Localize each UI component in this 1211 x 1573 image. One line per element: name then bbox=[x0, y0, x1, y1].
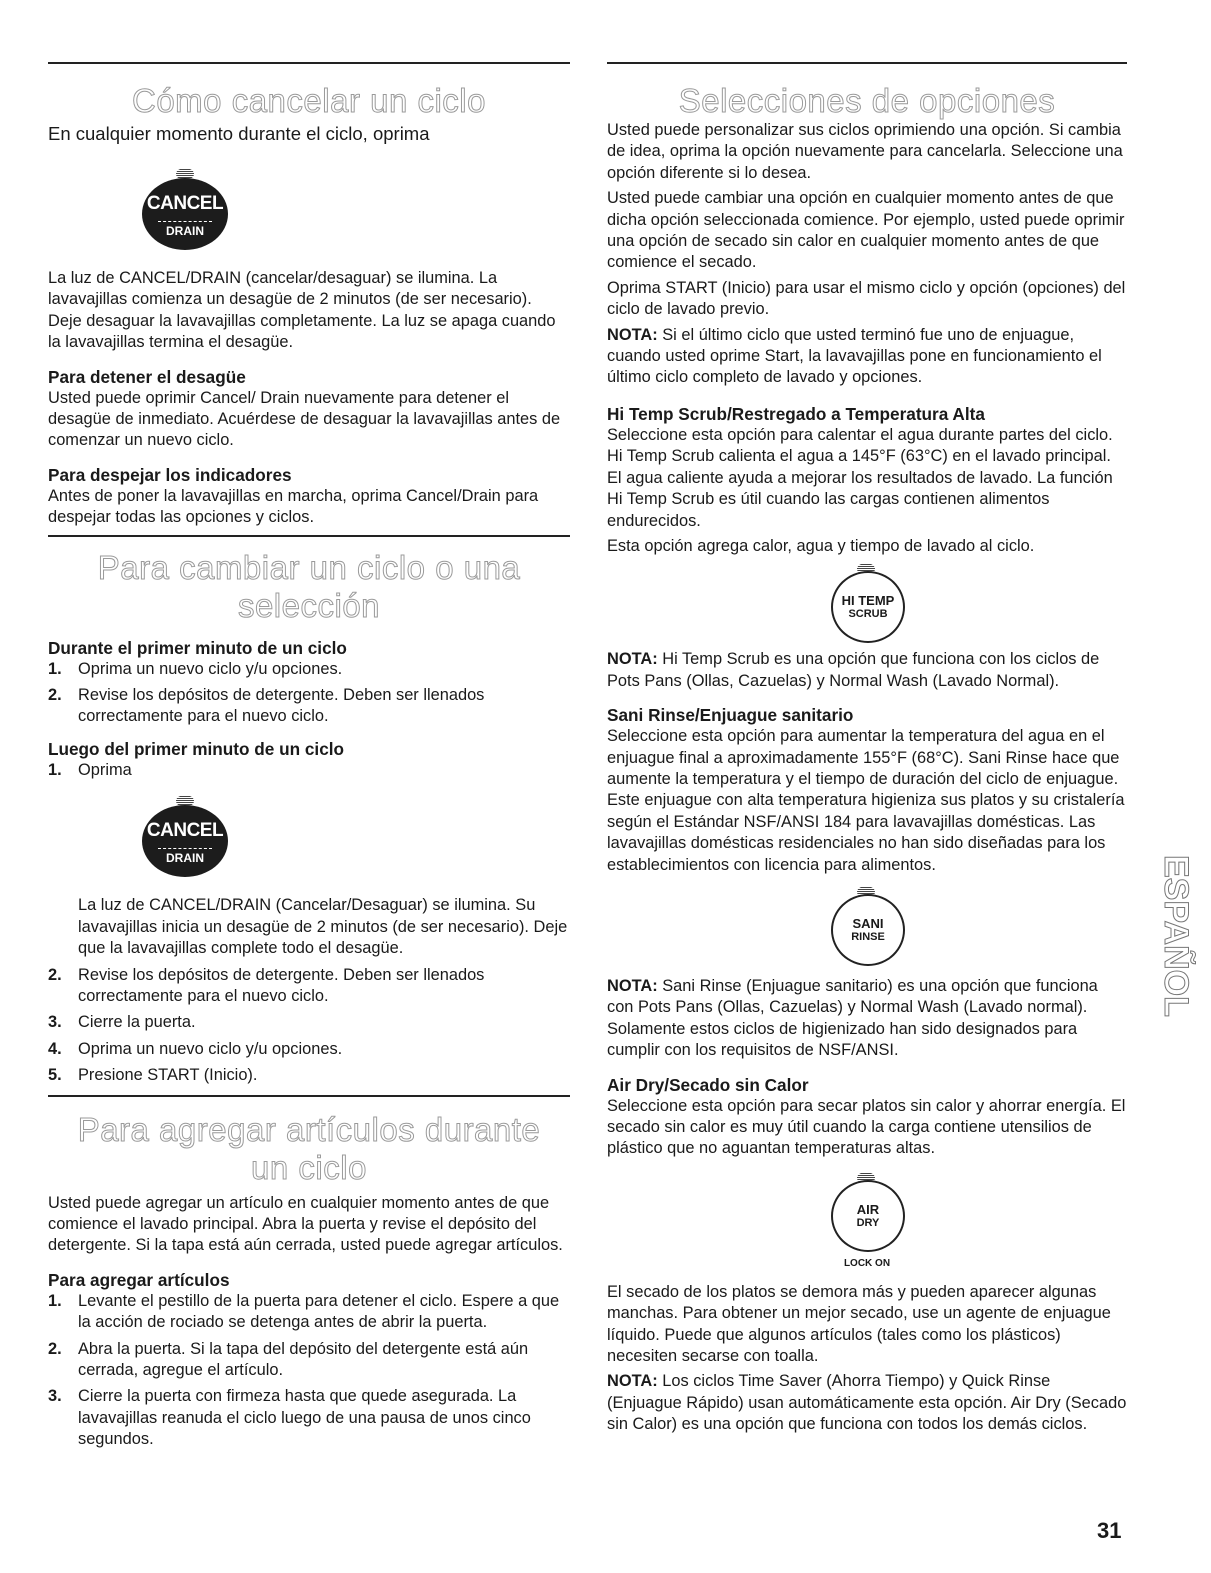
options-paragraph-2: Usted puede cambiar una opción en cualquier momento antes de que dicha opción seleccionada comience. Por ejemplo, usted puede oprimir una opción de secado sin calor en cualquier momento antes de que comience el secado. bbox=[607, 189, 1125, 272]
list-agregar bbox=[48, 1291, 570, 1451]
page-number: 31 bbox=[1097, 1518, 1122, 1543]
luego-note: La luz de CANCEL/DRAIN (Cancelar/Desaguar) se ilumina. Su lavavajillas inicia un desagüe de 2 minutos (de ser necesario). Deje que la lavavajillas complete todo el desagüe. bbox=[78, 896, 568, 958]
list-item: 3. Cierre la puerta. bbox=[48, 1013, 196, 1032]
language-side-tab bbox=[1148, 818, 1202, 1054]
heading-sani: Sani Rinse/Enjuague sanitario bbox=[607, 705, 854, 726]
list-item: 1. Oprima un nuevo ciclo y/u opciones. bbox=[48, 659, 343, 678]
side-tab-label: ESPAÑOL bbox=[1157, 855, 1195, 1017]
cancel-lead: En cualquier momento durante el ciclo, oprima bbox=[48, 123, 430, 144]
nota-start: NOTA: Si el último ciclo que usted terminó fue uno de enjuague, cuando usted oprime Start, la lavavajillas pone en funcionamiento el último ciclo completo de lavado y opciones. bbox=[607, 325, 1102, 387]
cancel-drain-button-illustration: CANCEL DRAIN bbox=[142, 168, 228, 250]
right-column bbox=[607, 62, 1127, 1440]
lock-on-label: LOCK ON bbox=[843, 1257, 891, 1269]
list-item: 2. Revise los depósitos de detergente. Deben ser llenados correctamente para el nuevo ciclo. bbox=[48, 965, 485, 1005]
paragraph-despejar: Antes de poner la lavavajillas en marcha, oprima Cancel/Drain para despejar todas las opciones y ciclos. bbox=[48, 486, 539, 527]
options-paragraph-1: Usted puede personalizar sus ciclos oprimiendo una opción. Si cambia de idea, oprima la opción nuevamente para cancelarla. Seleccione una opción diferente si lo desea. bbox=[607, 121, 1123, 182]
list-luego-minuto bbox=[48, 760, 570, 1087]
list-item: 2. Abra la puerta. Si la tapa del depósito del detergente está aún cerrada, agregue el artículo. bbox=[48, 1339, 529, 1379]
section-rule bbox=[607, 62, 1127, 64]
list-item: 1. Levante el pestillo de la puerta para detener el ciclo. Espere a que la acción de rociado se detenga antes de abrir la puerta. bbox=[48, 1291, 560, 1332]
section-rule bbox=[48, 535, 570, 537]
sani-rinse-button-illustration: SANI RINSE bbox=[827, 886, 907, 966]
nota-hitemp: NOTA: Hi Temp Scrub es una opción que funciona con los ciclos de Pots Pans (Ollas, Cazuelas) y Normal Wash (Lavado Normal). bbox=[607, 650, 1100, 690]
heading-airdry: Air Dry/Secado sin Calor bbox=[607, 1074, 809, 1095]
heading-agregar: Para agregar artículos bbox=[48, 1269, 230, 1290]
airdry-paragraph: Seleccione esta opción para secar platos sin calor y ahorrar energía. El secado sin calor es muy útil cuando la carga contiene utensilios de plástico que no aguantan temperaturas altas. bbox=[607, 1096, 1126, 1158]
list-item: 5. Presione START (Inicio). bbox=[48, 1066, 258, 1085]
heading-detener: Para detener el desagüe bbox=[48, 366, 246, 387]
options-paragraph-3: Oprima START (Inicio) para usar el mismo ciclo y opción (opciones) del ciclo de lavado previo. bbox=[607, 278, 1126, 319]
list-item: 2. Revise los depósitos de detergente. Deben ser llenados correctamente para el nuevo ciclo. bbox=[48, 686, 485, 726]
nota-sani: NOTA: Sani Rinse (Enjuague sanitario) es una opción que funciona con Pots Pans (Ollas, Cazuelas) y Normal Wash (Lavado normal). Solamente estos ciclos de higienizado han sido designados para cumplir con los requisitos de NSF/ANSI. bbox=[607, 976, 1098, 1060]
hitemp-paragraph-2: Esta opción agrega calor, agua y tiempo de lavado al ciclo. bbox=[607, 536, 1035, 555]
nota-airdry: NOTA: Los ciclos Time Saver (Ahorra Tiempo) y Quick Rinse (Enjuague Rápido) usan automáticamente esta opción. Air Dry (Secado sin Calor) es una opción que funciona con todos los demás ciclos. bbox=[607, 1372, 1127, 1434]
heading-hitemp: Hi Temp Scrub/Restregado a Temperatura Alta bbox=[607, 403, 985, 424]
heading-despejar: Para despejar los indicadores bbox=[48, 464, 292, 485]
hitemp-paragraph: Seleccione esta opción para calentar el agua durante partes del ciclo. Hi Temp Scrub calienta el agua a 145°F (63°C) en el lavado principal. El agua caliente ayuda a mejorar los resultados de lavado. La función Hi Temp Scrub es útil cuando las cargas contienen alimentos endurecidos. bbox=[607, 425, 1113, 530]
section-title-cancel: Cómo cancelar un ciclo bbox=[132, 82, 486, 119]
list-item: 1. Oprima CANCEL DRAIN La luz de CANCEL/DRAIN (Cancelar/Desaguar) se ilumina. Su lavavajillas inicia un desagüe de 2 minutos (de ser necesario). Deje que la lavavajillas complete todo el desagüe. bbox=[48, 760, 570, 960]
sani-paragraph: Seleccione esta opción para aumentar la temperatura del agua en el enjuague final a aproximadamente 155°F (68°C). Sani Rinse hace que aumente la temperatura y el tiempo de duración del ciclo de enjuague. Este enjuague con alta temperatura higieniza sus platos y su cristalería según el Estándar NSF/ANSI 184 para lavavajillas domésticas. Las lavavajillas domésticas residenciales no han sido diseñadas para los establecimientos con licencia para alimentos. bbox=[607, 727, 1125, 874]
list-item: 4. Oprima un nuevo ciclo y/u opciones. bbox=[48, 1039, 343, 1058]
paragraph-detener: Usted puede oprimir Cancel/ Drain nuevamente para detener el desagüe de inmediato. Acuérdese de desaguar la lavavajillas antes de comenzar un nuevo ciclo. bbox=[48, 388, 561, 450]
section-rule bbox=[48, 62, 570, 64]
section-title-add-line2: un ciclo bbox=[251, 1148, 367, 1186]
cancel-paragraph: La luz de CANCEL/DRAIN (cancelar/desaguar) se ilumina. La lavavajillas comienza un desagüe de 2 minutos (de ser necesario). Deje desaguar la lavavajillas completamente. La luz se apaga cuando la lavavajillas termina el desagüe. bbox=[48, 269, 556, 352]
heading-primer-minuto: Durante el primer minuto de un ciclo bbox=[48, 637, 347, 658]
section-title-options: Selecciones de opciones bbox=[678, 82, 1056, 119]
cancel-drain-button-illustration: CANCEL DRAIN bbox=[142, 795, 228, 877]
section-title-add-line1: Para agregar artículos durante bbox=[77, 1110, 541, 1148]
air-dry-button-illustration: AIR DRY LOCK ON bbox=[827, 1172, 907, 1272]
airdry-paragraph-2: El secado de los platos se demora más y pueden aparecer algunas manchas. Para obtener un mejor secado, use un agente de enjuague líquido. Puede que algunos artículos (tales como los plásticos) necesiten secarse con toalla. bbox=[607, 1282, 1111, 1366]
add-paragraph: Usted puede agregar un artículo en cualquier momento antes de que comience el lavado principal. Abra la puerta y revise el depósito del detergente. Si la tapa está aún cerrada, usted puede agregar artículos. bbox=[48, 1193, 563, 1255]
heading-luego-minuto: Luego del primer minuto de un ciclo bbox=[48, 738, 345, 759]
left-column bbox=[48, 62, 570, 1456]
list-primer-minuto bbox=[48, 659, 570, 728]
list-item: 3. Cierre la puerta con firmeza hasta que quede asegurada. La lavavajillas reanuda el ciclo luego de una pausa de unos cinco segundos. bbox=[48, 1387, 531, 1449]
section-rule bbox=[48, 1095, 570, 1097]
hitemp-scrub-button-illustration: HI TEMP SCRUB bbox=[827, 563, 907, 643]
section-title-change: Para cambiar un ciclo o una selección bbox=[97, 548, 521, 624]
